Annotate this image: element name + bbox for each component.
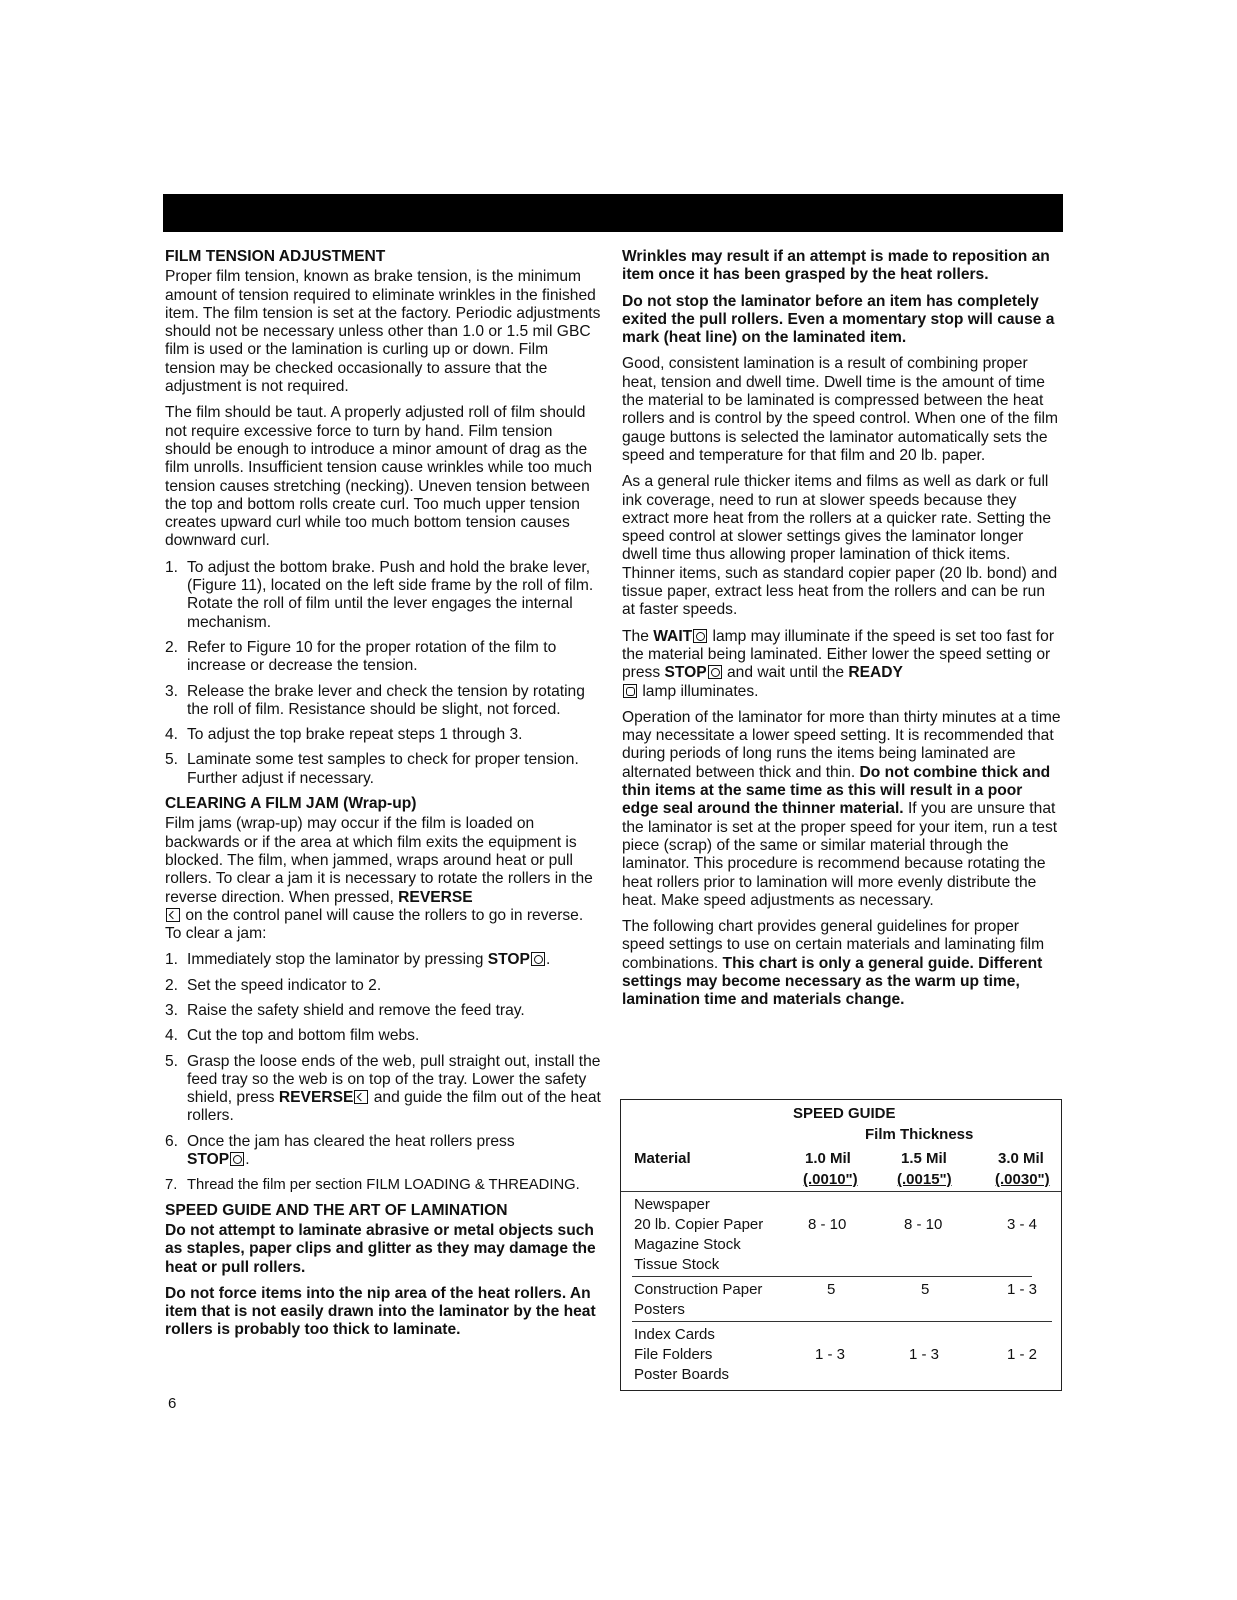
stop-warning: Do not stop the laminator before an item has completely exited the pull rollers. Even a momentary stop will cause a mark (heat line) on the laminated item. <box>622 292 1055 347</box>
list-item: 7. Thread the film per section FILM LOADING & THREADING. <box>165 1177 580 1194</box>
stop-icon <box>230 1152 244 1166</box>
col-header-3-inch: (.0030") <box>995 1171 1050 1188</box>
header-bar <box>163 194 1063 232</box>
film-jam-heading: CLEARING A FILM JAM (Wrap-up) <box>165 795 417 813</box>
reverse-icon <box>354 1090 368 1104</box>
film-jam-paragraph: Film jams (wrap-up) may occur if the film is loaded on backwards or if the area at which film exits the equipment is blocked. The film, when jammed, wraps around heat or pull rollers. To clear a jam it is necessary to rotate the rollers in the reverse direction. When pressed, REVERSE on the control panel will cause the rollers to go in reverse. To clear a jam: <box>165 815 593 943</box>
long-runs-paragraph: Operation of the laminator for more than thirty minutes at a time may necessitate a lower speed setting. It is recommended that during periods of long runs the items being laminated are alternated between thick and thin. Do not combine thick and thin items at the same time as this will result in a poor edge seal around the thinner material. If you are unsure that the laminator is set at the proper speed for your item, run a test piece (scrap) of the same or similar material through the laminator. This procedure is recommend because rotating the heat rollers prior to lamination will more evenly distribute the heat. Make speed adjustments as necessary. <box>622 708 1061 909</box>
col-header-1-inch: (.0010") <box>803 1171 858 1188</box>
list-item: 2. Set the speed indicator to 2. <box>165 976 382 994</box>
col-header-3-mil: 3.0 Mil <box>998 1150 1044 1167</box>
film-tension-paragraph-1: Proper film tension, known as brake tension, is the minimum amount of tension required to eliminate wrinkles in the finished item. The film tension is set at the factory. Periodic adjustments should not be necessary unless other than 1.0 or 1.5 mil GBC film is used or the lamination is curling up or down. Film tension may be checked occasionally to assure that the adjustment is not required. <box>165 268 601 396</box>
speed-art-paragraph-2: Do not force items into the nip area of the heat rollers. An item that is not easily drawn into the laminator by the heat rollers is probably too thick to laminate. <box>165 1284 596 1339</box>
left-column <box>165 248 602 1348</box>
thick-items-paragraph: As a general rule thicker items and films as well as dark or full ink coverage, need to run at slower speeds because they extract more heat from the rollers at a quicker rate. Setting the speed control at slower settings gives the laminator longer dwell time thus allowing proper lamination of thick items. Thinner items, such as standard copier paper (20 lb. bond) and tissue paper, extract less heat from the rollers and can be run at faster speeds. <box>622 473 1058 619</box>
page-number: 6 <box>168 1395 177 1412</box>
table-cell: 5 <box>921 1281 930 1298</box>
dwell-time-paragraph: Good, consistent lamination is a result of combining proper heat, tension and dwell time. Dwell time is the amount of time the material to be laminated is compressed between the heat rollers and is control by the speed control. When one of the film gauge buttons is selected the laminator automatically sets the speed and temperature for that film and 20 lb. paper. <box>622 355 1058 464</box>
row-divider <box>632 1276 1032 1277</box>
table-cell: 3 - 4 <box>1007 1216 1038 1233</box>
chart-intro-paragraph: The following chart provides general guidelines for proper speed settings to use on certain materials and laminating film combinations. This chart is only a general guide. Different settings may become necessary as the warm up time, lamination time and materials change. <box>622 918 1045 1009</box>
wrinkles-warning: Wrinkles may result if an attempt is made to reposition an item once it has been grasped by the heat rollers. <box>622 248 1050 284</box>
stop-icon <box>708 665 722 679</box>
list-item: 4. Cut the top and bottom film webs. <box>165 1027 420 1045</box>
film-tension-heading: FILM TENSION ADJUSTMENT <box>165 248 386 265</box>
speed-art-paragraph-1: Do not attempt to laminate abrasive or metal objects such as staples, paper clips and glitter as they may damage the heat or pull rollers. <box>165 1221 596 1276</box>
col-header-2-mil: 1.5 Mil <box>901 1150 947 1167</box>
list-item: 3. Release the brake lever and check the tension by rotating the roll of film. Resistance should be slight, not forced. <box>165 682 585 718</box>
table-row-1-materials: Newspaper 20 lb. Copier Paper Magazine Stock Tissue Stock <box>634 1196 764 1273</box>
film-tension-paragraph-2: The film should be taut. A properly adjusted roll of film should not require excessive force to turn by hand. Film tension should be enough to introduce a minor amount of drag as the film unrolls. Insufficient tension cause wrinkles while too much tension causes stretching (necking). Uneven tension between the top and bottom rolls create curl. Too much upper tension creates upward curl while too much bottom tension causes downward curl. <box>165 404 593 550</box>
reverse-icon <box>166 908 180 922</box>
table-cell: 8 - 10 <box>808 1216 847 1233</box>
list-item: 6. Once the jam has cleared the heat rollers press STOP . <box>165 1132 515 1169</box>
list-item: 2. Refer to Figure 10 for the proper rotation of the film to increase or decrease the tension. <box>165 638 557 675</box>
film-tension-steps <box>165 559 602 788</box>
table-cell: 1 - 2 <box>1007 1346 1038 1363</box>
speed-guide-table <box>620 1099 1062 1391</box>
list-item: 1. Immediately stop the laminator by pressing STOP . <box>165 951 551 969</box>
col-header-2-inch: (.0015") <box>897 1171 952 1188</box>
wait-lamp-paragraph: The WAIT lamp may illuminate if the speed is set too fast for the material being laminated. Either lower the speed setting or press STOP and wait until the READY lamp illuminates. <box>622 627 1055 700</box>
wait-lamp-icon <box>693 629 707 643</box>
material-header: Material <box>634 1150 691 1167</box>
ready-lamp-icon <box>623 684 637 698</box>
list-item: 4. To adjust the top brake repeat steps 1 through 3. <box>165 726 523 744</box>
right-column <box>622 248 1062 1018</box>
list-item: 5. Grasp the loose ends of the web, pull straight out, install the feed tray so the web is on top of the tray. Lower the safety shield, press REVERSE and guide the film out of the heat rollers. <box>165 1052 601 1125</box>
table-cell: 8 - 10 <box>904 1216 943 1233</box>
stop-icon <box>531 952 545 966</box>
list-item: 5. Laminate some test samples to check for proper tension. Further adjust if necessary. <box>165 751 579 787</box>
table-cell: 1 - 3 <box>1007 1281 1038 1298</box>
table-row-2-materials: Construction Paper Posters <box>634 1281 763 1318</box>
col-header-1-mil: 1.0 Mil <box>805 1150 851 1167</box>
header-divider <box>621 1191 1061 1192</box>
speed-guide-title: SPEED GUIDE <box>793 1105 896 1122</box>
table-row-3-materials: Index Cards File Folders Poster Boards <box>634 1326 730 1383</box>
table-cell: 1 - 3 <box>909 1346 940 1363</box>
list-item: 1. To adjust the bottom brake. Push and hold the brake lever, (Figure 11), located on the left side frame by the roll of film. Rotate the roll of film until the lever engages the internal mechanism. <box>165 558 594 631</box>
row-divider <box>632 1321 1052 1322</box>
film-thickness-label: Film Thickness <box>865 1126 974 1143</box>
speed-art-heading: SPEED GUIDE AND THE ART OF LAMINATION <box>165 1201 508 1219</box>
table-cell: 5 <box>827 1281 836 1298</box>
list-item: 3. Raise the safety shield and remove the feed tray. <box>165 1001 525 1019</box>
table-cell: 1 - 3 <box>815 1346 846 1363</box>
film-jam-steps <box>165 951 602 1194</box>
